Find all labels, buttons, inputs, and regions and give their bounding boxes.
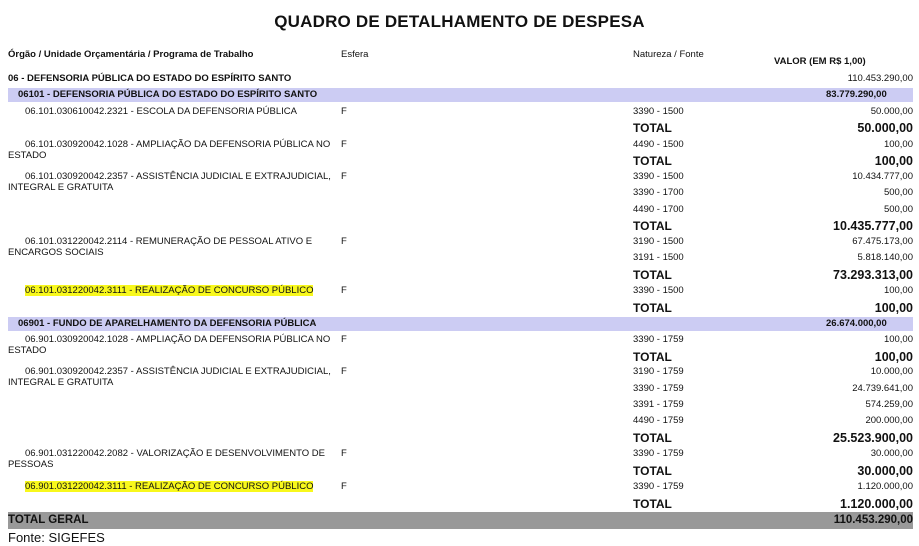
unit-value: 83.779.290,00 [826,89,887,100]
unit-label: 06901 - FUNDO DE APARELHAMENTO DA DEFENSORIA PÚBLICA [18,318,317,329]
natureza-fonte: 3191 - 1500 [633,252,684,263]
total-value: 100,00 [874,154,913,168]
program-label: 06.101.030610042.2321 - ESCOLA DA DEFENSORIA PÚBLICA [25,106,297,117]
esfera-value: F [341,171,347,182]
line-value: 10.434.777,00 [852,171,913,182]
program-label-highlighted: 06.901.031220042.3111 - REALIZAÇÃO DE CONCURSO PÚBLICO [25,481,314,492]
line-value: 30.000,00 [870,448,913,459]
line-value: 67.475.173,00 [852,236,913,247]
total-geral-value: 110.453.290,00 [833,514,913,526]
program-label: 06.901.030920042.2357 - ASSISTÊNCIA JUDICIAL E EXTRAJUDICIAL, INTEGRAL E GRATUITA [8,366,331,388]
esfera-value: F [341,139,347,150]
total-value: 73.293.313,00 [833,268,913,282]
total-label: TOTAL [633,431,672,445]
total-label: TOTAL [633,121,672,135]
total-value: 1.120.000,00 [840,497,913,511]
esfera-value: F [341,236,347,247]
column-header-esfera: Esfera [341,49,369,60]
program-label: 06.101.030920042.2357 - ASSISTÊNCIA JUDICIAL E EXTRAJUDICIAL, INTEGRAL E GRATUITA [8,171,331,193]
total-value: 50.000,00 [857,121,913,135]
natureza-fonte: 4490 - 1759 [633,415,684,426]
unit-label: 06101 - DEFENSORIA PÚBLICA DO ESTADO DO ESPÍRITO SANTO [18,89,318,100]
program-label: 06.101.031220042.2114 - REMUNERAÇÃO DE PESSOAL ATIVO E ENCARGOS SOCIAIS [8,236,313,258]
esfera-value: F [341,481,347,492]
program-label: 06.901.031220042.2082 - VALORIZAÇÃO E DESENVOLVIMENTO DE PESSOAS [8,448,325,470]
line-value: 100,00 [883,139,913,150]
natureza-fonte: 3390 - 1500 [633,106,684,117]
column-header-valor: VALOR (EM R$ 1,00) [774,56,866,67]
esfera-value: F [341,334,347,345]
unit-row [8,88,913,102]
program-label: 06.101.030920042.1028 - AMPLIAÇÃO DA DEFENSORIA PÚBLICA NO ESTADO [8,139,331,161]
orgao-value: 110.453.290,00 [847,73,913,84]
line-value: 10.000,00 [870,366,913,377]
total-label: TOTAL [633,464,672,478]
total-label: TOTAL [633,497,672,511]
line-value: 500,00 [883,187,913,198]
total-label: TOTAL [633,301,672,315]
natureza-fonte: 3390 - 1759 [633,481,684,492]
total-value: 30.000,00 [857,464,913,478]
page-title: QUADRO DE DETALHAMENTO DE DESPESA [274,12,645,31]
esfera-value: F [341,285,347,296]
column-header-natureza: Natureza / Fonte [633,49,704,60]
natureza-fonte: 3390 - 1500 [633,171,684,182]
column-header-orgao: Órgão / Unidade Orçamentária / Programa de Trabalho [8,49,254,60]
total-geral-label: TOTAL GERAL [8,514,89,526]
program-label: 06.901.030920042.1028 - AMPLIAÇÃO DA DEFENSORIA PÚBLICA NO ESTADO [8,334,331,356]
line-value: 100,00 [883,334,913,345]
total-label: TOTAL [633,219,672,233]
natureza-fonte: 3390 - 1500 [633,285,684,296]
line-value: 500,00 [883,204,913,215]
natureza-fonte: 3390 - 1759 [633,383,684,394]
natureza-fonte: 3390 - 1700 [633,187,684,198]
total-label: TOTAL [633,350,672,364]
line-value: 100,00 [883,285,913,296]
line-value: 50.000,00 [870,106,913,117]
natureza-fonte: 4490 - 1500 [633,139,684,150]
total-value: 10.435.777,00 [833,219,913,233]
unit-row [8,317,913,331]
esfera-value: F [341,448,347,459]
line-value: 200.000,00 [865,415,913,426]
line-value: 5.818.140,00 [857,252,913,263]
total-geral-row [8,512,913,529]
esfera-value: F [341,106,347,117]
source-note: Fonte: SIGEFES [8,530,105,545]
unit-value: 26.674.000,00 [826,318,887,329]
natureza-fonte: 3390 - 1759 [633,334,684,345]
natureza-fonte: 3390 - 1759 [633,448,684,459]
total-label: TOTAL [633,154,672,168]
natureza-fonte: 4490 - 1700 [633,204,684,215]
line-value: 574.259,00 [865,399,913,410]
line-value: 24.739.641,00 [852,383,913,394]
natureza-fonte: 3190 - 1759 [633,366,684,377]
natureza-fonte: 3391 - 1759 [633,399,684,410]
orgao-label: 06 - DEFENSORIA PÚBLICA DO ESTADO DO ESPÍRITO SANTO [8,73,292,84]
line-value: 1.120.000,00 [857,481,913,492]
esfera-value: F [341,366,347,377]
natureza-fonte: 3190 - 1500 [633,236,684,247]
program-label-highlighted: 06.101.031220042.3111 - REALIZAÇÃO DE CONCURSO PÚBLICO [25,285,314,296]
total-label: TOTAL [633,268,672,282]
orgao-row [8,73,913,85]
total-value: 25.523.900,00 [833,431,913,445]
total-value: 100,00 [874,301,913,315]
total-value: 100,00 [874,350,913,364]
